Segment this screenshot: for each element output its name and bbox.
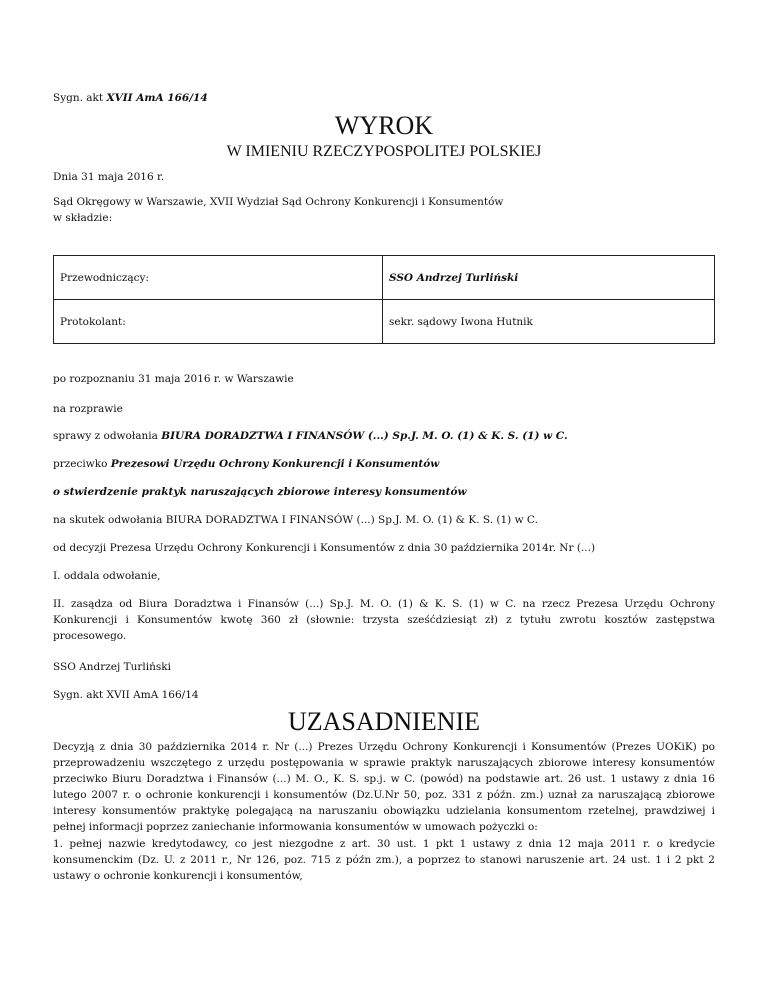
against-prefix: przeciwko [53,458,111,470]
appeal-line: na skutek odwołania BIURA DORADZTWA I FINANSÓW (...) Sp.J. M. O. (1) & K. S. (1) w C. [53,514,538,526]
case-signature-prefix: Sygn. akt [53,92,107,104]
court-line-1: Sąd Okręgowy w Warszawie, XVII Wydział Sąd Ochrony Konkurencji i Konsumentów [53,196,504,208]
table-row [54,300,715,344]
subject-line: o stwierdzenie praktyk naruszających zbiorowe interesy konsumentów [53,486,467,498]
against-party: Prezesowi Urzędu Ochrony Konkurencji i Konsumentów [110,458,440,470]
hearing-line: po rozpoznaniu 31 maja 2016 r. w Warszawie [53,373,294,385]
person-cell: sekr. sądowy Iwona Hutnik [383,300,715,344]
justification-paragraph: Decyzją z dnia 30 października 2014 r. Nr (...) Prezes Urzędu Ochrony Konkurencji i Konsumentów (Prezes UOKiK) po przeprowadzeniu wszczętego z urzędu postępowania w sprawie praktyk naruszających zbiorowe interesy konsumentów przeciwko Biuru Doradztwa i Finansów (...) M. O., K. S. sp.j. w C. (powód) na podstawie art. 26 ust. 1 ustawy z dnia 16 lutego 2007 r. o ochronie konkurencji i konsumentów (Dz.U.Nr 50, poz. 331 z późn. zm.) uznał za naruszającą zbiorowe interesy konsumentów praktykę polegającą na naruszaniu obowiązku udzielania konsumentom rzetelnej, prawdziwej i pełnej informacji poprzez zaniechanie informowania konsumentów w umowach pożyczki o: [53,741,715,833]
decision-line: od decyzji Prezesa Urzędu Ochrony Konkurencji i Konsumentów z dnia 30 października 2014r. Nr (...) [53,542,596,554]
court-name [53,194,715,226]
against-line [53,456,715,472]
case-signature [53,90,715,106]
ruling-point-2: II. zasądza od Biura Doradztwa i Finansów (...) Sp.J. M. O. (1) & K. S. (1) w C. na rzecz Prezesa Urzędu Ochrony Konkurencji i Konsumentów kwotę 360 zł (słownie: trzysta sześćdziesiąt zł) z tytułu zwrotu kosztów zastępstwa procesowego. [53,598,715,642]
role-cell: Protokolant: [54,300,383,344]
judgment-subtitle: W IMIENIU RZECZYPOSPOLITEJ POLSKIEJ [226,143,542,160]
case-signature-2: Sygn. akt XVII AmA 166/14 [53,689,199,701]
case-signature-value: XVII AmA 166/14 [106,92,208,104]
justification-title: UZASADNIENIE [287,707,481,736]
judgment-date: Dnia 31 maja 2016 r. [53,171,165,183]
justification-item-1: 1. pełnej nazwie kredytodawcy, co jest niezgodne z art. 30 ust. 1 pkt 1 ustawy z dnia 12 maja 2011 r. o kredycie konsumenckim (Dz. U. z 2011 r., Nr 126, poz. 715 z późn zm.), a poprzez to stanowi naruszenie art. 24 ust. 1 i 2 pkt 2 ustawy o ochronie konkurencji i konsumentów, [53,838,715,882]
case-prefix: sprawy z odwołania [53,430,162,442]
case-party: BIURA DORADZTWA I FINANSÓW (...) Sp.J. M. O. (1) & K. S. (1) w C. [161,430,568,442]
signature: SSO Andrzej Turliński [53,661,171,673]
ruling-point-1: I. oddala odwołanie, [53,570,161,582]
on-trial-line: na rozprawie [53,403,123,415]
table-row [54,256,715,300]
case-line [53,428,715,444]
court-composition-table [53,255,715,344]
court-line-2: w składzie: [53,212,113,224]
person-cell: SSO Andrzej Turliński [383,256,715,300]
role-cell: Przewodniczący: [54,256,383,300]
judgment-title: WYROK [334,111,434,140]
